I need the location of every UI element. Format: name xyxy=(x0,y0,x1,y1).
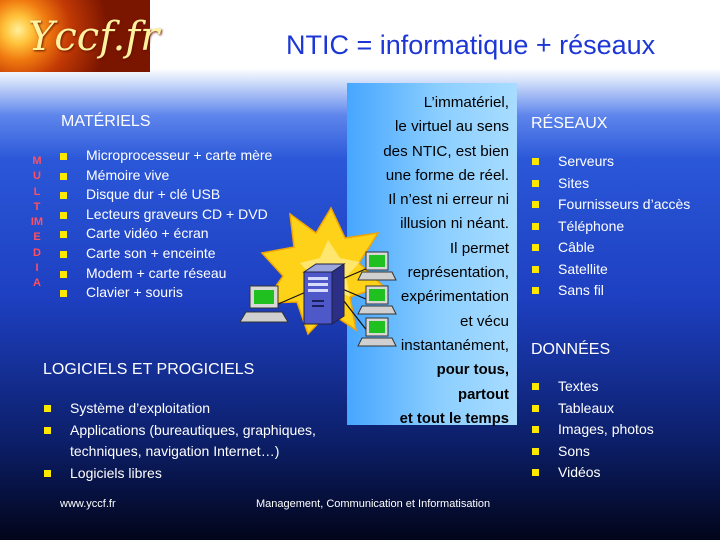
list-item: Sans fil xyxy=(530,280,690,302)
multimedia-letter: E xyxy=(33,231,41,244)
footer-website: www.yccf.fr xyxy=(60,498,116,510)
list-item: Téléphone xyxy=(530,216,690,238)
donnees-list xyxy=(530,376,654,484)
multimedia-letter: T xyxy=(33,200,41,213)
server-icon xyxy=(304,264,344,324)
center-text-line: une forme de réel. xyxy=(385,166,509,184)
reseaux-list xyxy=(530,151,690,302)
center-text-line: instantanément, xyxy=(400,336,509,354)
center-text-bold-line: pour tous, xyxy=(436,362,509,379)
multimedia-letter: D xyxy=(33,246,41,259)
center-text-bold-line: partout xyxy=(458,386,509,403)
list-item: Tableaux xyxy=(530,398,654,420)
list-item: Vidéos xyxy=(530,462,654,484)
footer-caption: Management, Communication et Informatisation xyxy=(256,498,491,510)
list-item: Mémoire vive xyxy=(58,166,272,186)
center-text-line: le virtuel au sens xyxy=(395,118,509,136)
list-item: Lecteurs graveurs CD + DVD xyxy=(58,205,272,225)
logiciels-heading: LOGICIELS ET PROGICIELS xyxy=(43,361,255,378)
center-text-line: illusion ni néant. xyxy=(400,215,509,233)
list-item: Applications (bureautiques, graphiques, xyxy=(42,420,316,442)
list-item: Images, photos xyxy=(530,419,654,441)
logiciels-list xyxy=(42,398,316,484)
list-item: Système d’exploitation xyxy=(42,398,316,420)
list-item-continuation xyxy=(42,441,316,463)
multimedia-letter: A xyxy=(33,277,41,290)
multimedia-letter: U xyxy=(33,170,41,183)
list-item-text: techniques, navigation Internet…) xyxy=(70,443,280,459)
multimedia-letter: IM xyxy=(30,216,44,229)
center-text-line: Il n’est ni erreur ni xyxy=(388,191,509,209)
slide-title: NTIC = informatique + réseaux xyxy=(286,30,656,60)
list-item: Clavier + souris xyxy=(58,283,272,303)
list-item: Disque dur + clé USB xyxy=(58,185,272,205)
list-item: Câble xyxy=(530,237,690,259)
multimedia-letter: I xyxy=(35,262,39,275)
center-text-line: et vécu xyxy=(460,312,509,330)
list-item: Textes xyxy=(530,376,654,398)
center-text-line: représentation, xyxy=(407,264,509,282)
multimedia-letter: L xyxy=(33,185,41,198)
center-text-line: L’immatériel, xyxy=(423,94,509,111)
list-item: Carte son + enceinte xyxy=(58,244,272,264)
list-item: Carte vidéo + écran xyxy=(58,224,272,244)
center-text-bold-line: et tout le temps xyxy=(399,410,509,427)
center-text-line: Il permet xyxy=(449,239,509,257)
multimedia-letter: M xyxy=(32,155,42,167)
reseaux-heading: RÉSEAUX xyxy=(531,115,608,132)
list-item: Microprocesseur + carte mère xyxy=(58,146,272,166)
list-item: Serveurs xyxy=(530,151,690,173)
computer-icon xyxy=(358,318,396,346)
list-item: Sites xyxy=(530,173,690,195)
list-item: Sons xyxy=(530,441,654,463)
materiels-heading: MATÉRIELS xyxy=(61,113,151,130)
center-text-line: expérimentation xyxy=(400,288,509,306)
donnees-heading: DONNÉES xyxy=(531,341,611,358)
list-item: Modem + carte réseau xyxy=(58,264,272,284)
list-item: Fournisseurs d’accès xyxy=(530,194,690,216)
center-text-line: des NTIC, est bien xyxy=(383,142,509,160)
logo-text: Yccf.fr xyxy=(28,14,160,60)
list-item: Satellite xyxy=(530,259,690,281)
list-item: Logiciels libres xyxy=(42,463,316,485)
